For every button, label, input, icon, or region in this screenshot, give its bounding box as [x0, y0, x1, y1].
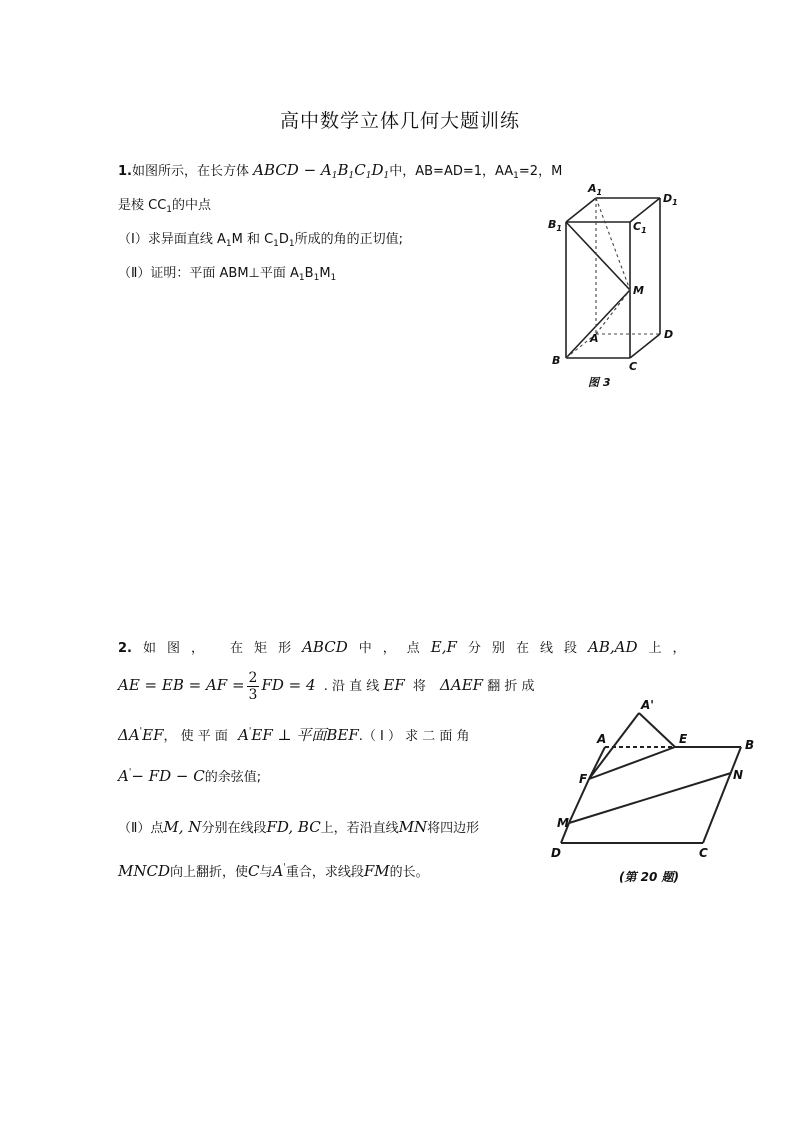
edge-d1-c1 — [630, 198, 660, 222]
label-a1: $A_1$ — [588, 182, 603, 197]
q2-line3: ΔA'EF， 使 平 面 A'EF ⊥ 平面BEF.（ Ⅰ ） 求 二 面 角 — [118, 726, 470, 744]
q2-line2: AE = EB = AF = $\frac{2}{3}$ FD = 4 . 沿 直 线 EF 将 ΔAEF 翻 折 成 — [118, 670, 535, 703]
q1-figure — [530, 178, 700, 398]
q1-part1: （Ⅰ）求异面直线 $A_1M$ 和 $C_1D_1$所成的角的正切值; — [118, 232, 404, 249]
label-m: M — [633, 284, 644, 297]
q1-expr: ABCD − $A_1B_1C_1D_1$ — [253, 161, 390, 181]
q2-number: 2. — [118, 641, 132, 656]
q1-part2: （Ⅱ）证明：平面 ABM⊥平面 $A_1B_1M_1$ — [118, 266, 337, 283]
edge-a1-b1 — [566, 198, 596, 222]
q1-given: 中，AB=AD=1，$AA_1=2$，M — [389, 164, 563, 181]
label-a: A — [590, 332, 599, 345]
q2-line4: A'− FD − C的余弦值; — [118, 767, 262, 785]
label-f: F — [579, 772, 588, 786]
fraction-two-thirds: $\frac{2}{3}$ — [248, 670, 258, 703]
label-c: C — [699, 846, 708, 860]
label-b: B — [745, 738, 755, 752]
segment-a-m-hidden — [596, 290, 630, 334]
q1-line1 — [118, 160, 562, 181]
page-title: 高中数学立体几何大题训练 — [279, 110, 520, 132]
segment-b-m — [566, 290, 630, 358]
label-b: B — [552, 354, 561, 367]
edge-c-d — [630, 334, 660, 358]
label-c1: $C_1$ — [633, 220, 647, 235]
figure-caption: (第 20 题) — [619, 870, 680, 884]
q2-line1: 2. 如 图 ， 在 矩 形 ABCD 中 ， 点 E,F 分 别 在 线 段 AB,AD 上 ， — [118, 638, 686, 656]
q2-part2-line1: （Ⅱ）点M, N分别在线段FD, BC上，若沿直线MN将四边形 — [118, 818, 480, 836]
segment-b-c — [703, 747, 744, 843]
label-d: D — [551, 846, 561, 860]
label-m: M — [557, 816, 569, 830]
segment-ap-e — [639, 713, 675, 747]
q1-line2: 是棱 $CC_1$的中点 — [118, 198, 212, 215]
label-c: C — [629, 360, 638, 373]
figure-caption: 图 3 — [588, 376, 611, 389]
q2-part2-line2: MNCD向上翻折，使C与A'重合，求线段FM的长。 — [118, 862, 429, 880]
q1-intro: 如图所示，在长方体 — [131, 164, 249, 179]
label-n: N — [733, 768, 744, 782]
label-b1: $B_1$ — [548, 218, 562, 233]
q1-number: 1. — [118, 164, 132, 179]
label-d: D — [664, 328, 674, 341]
segment-b1-m — [566, 222, 630, 290]
segment-m-n — [569, 773, 731, 823]
label-d1: $D_1$ — [663, 192, 678, 207]
segment-a1-m-hidden — [596, 198, 630, 290]
label-e: E — [679, 732, 688, 746]
label-a: A — [597, 732, 607, 746]
q2-figure — [545, 695, 765, 895]
label-a-prime: A' — [641, 698, 654, 712]
